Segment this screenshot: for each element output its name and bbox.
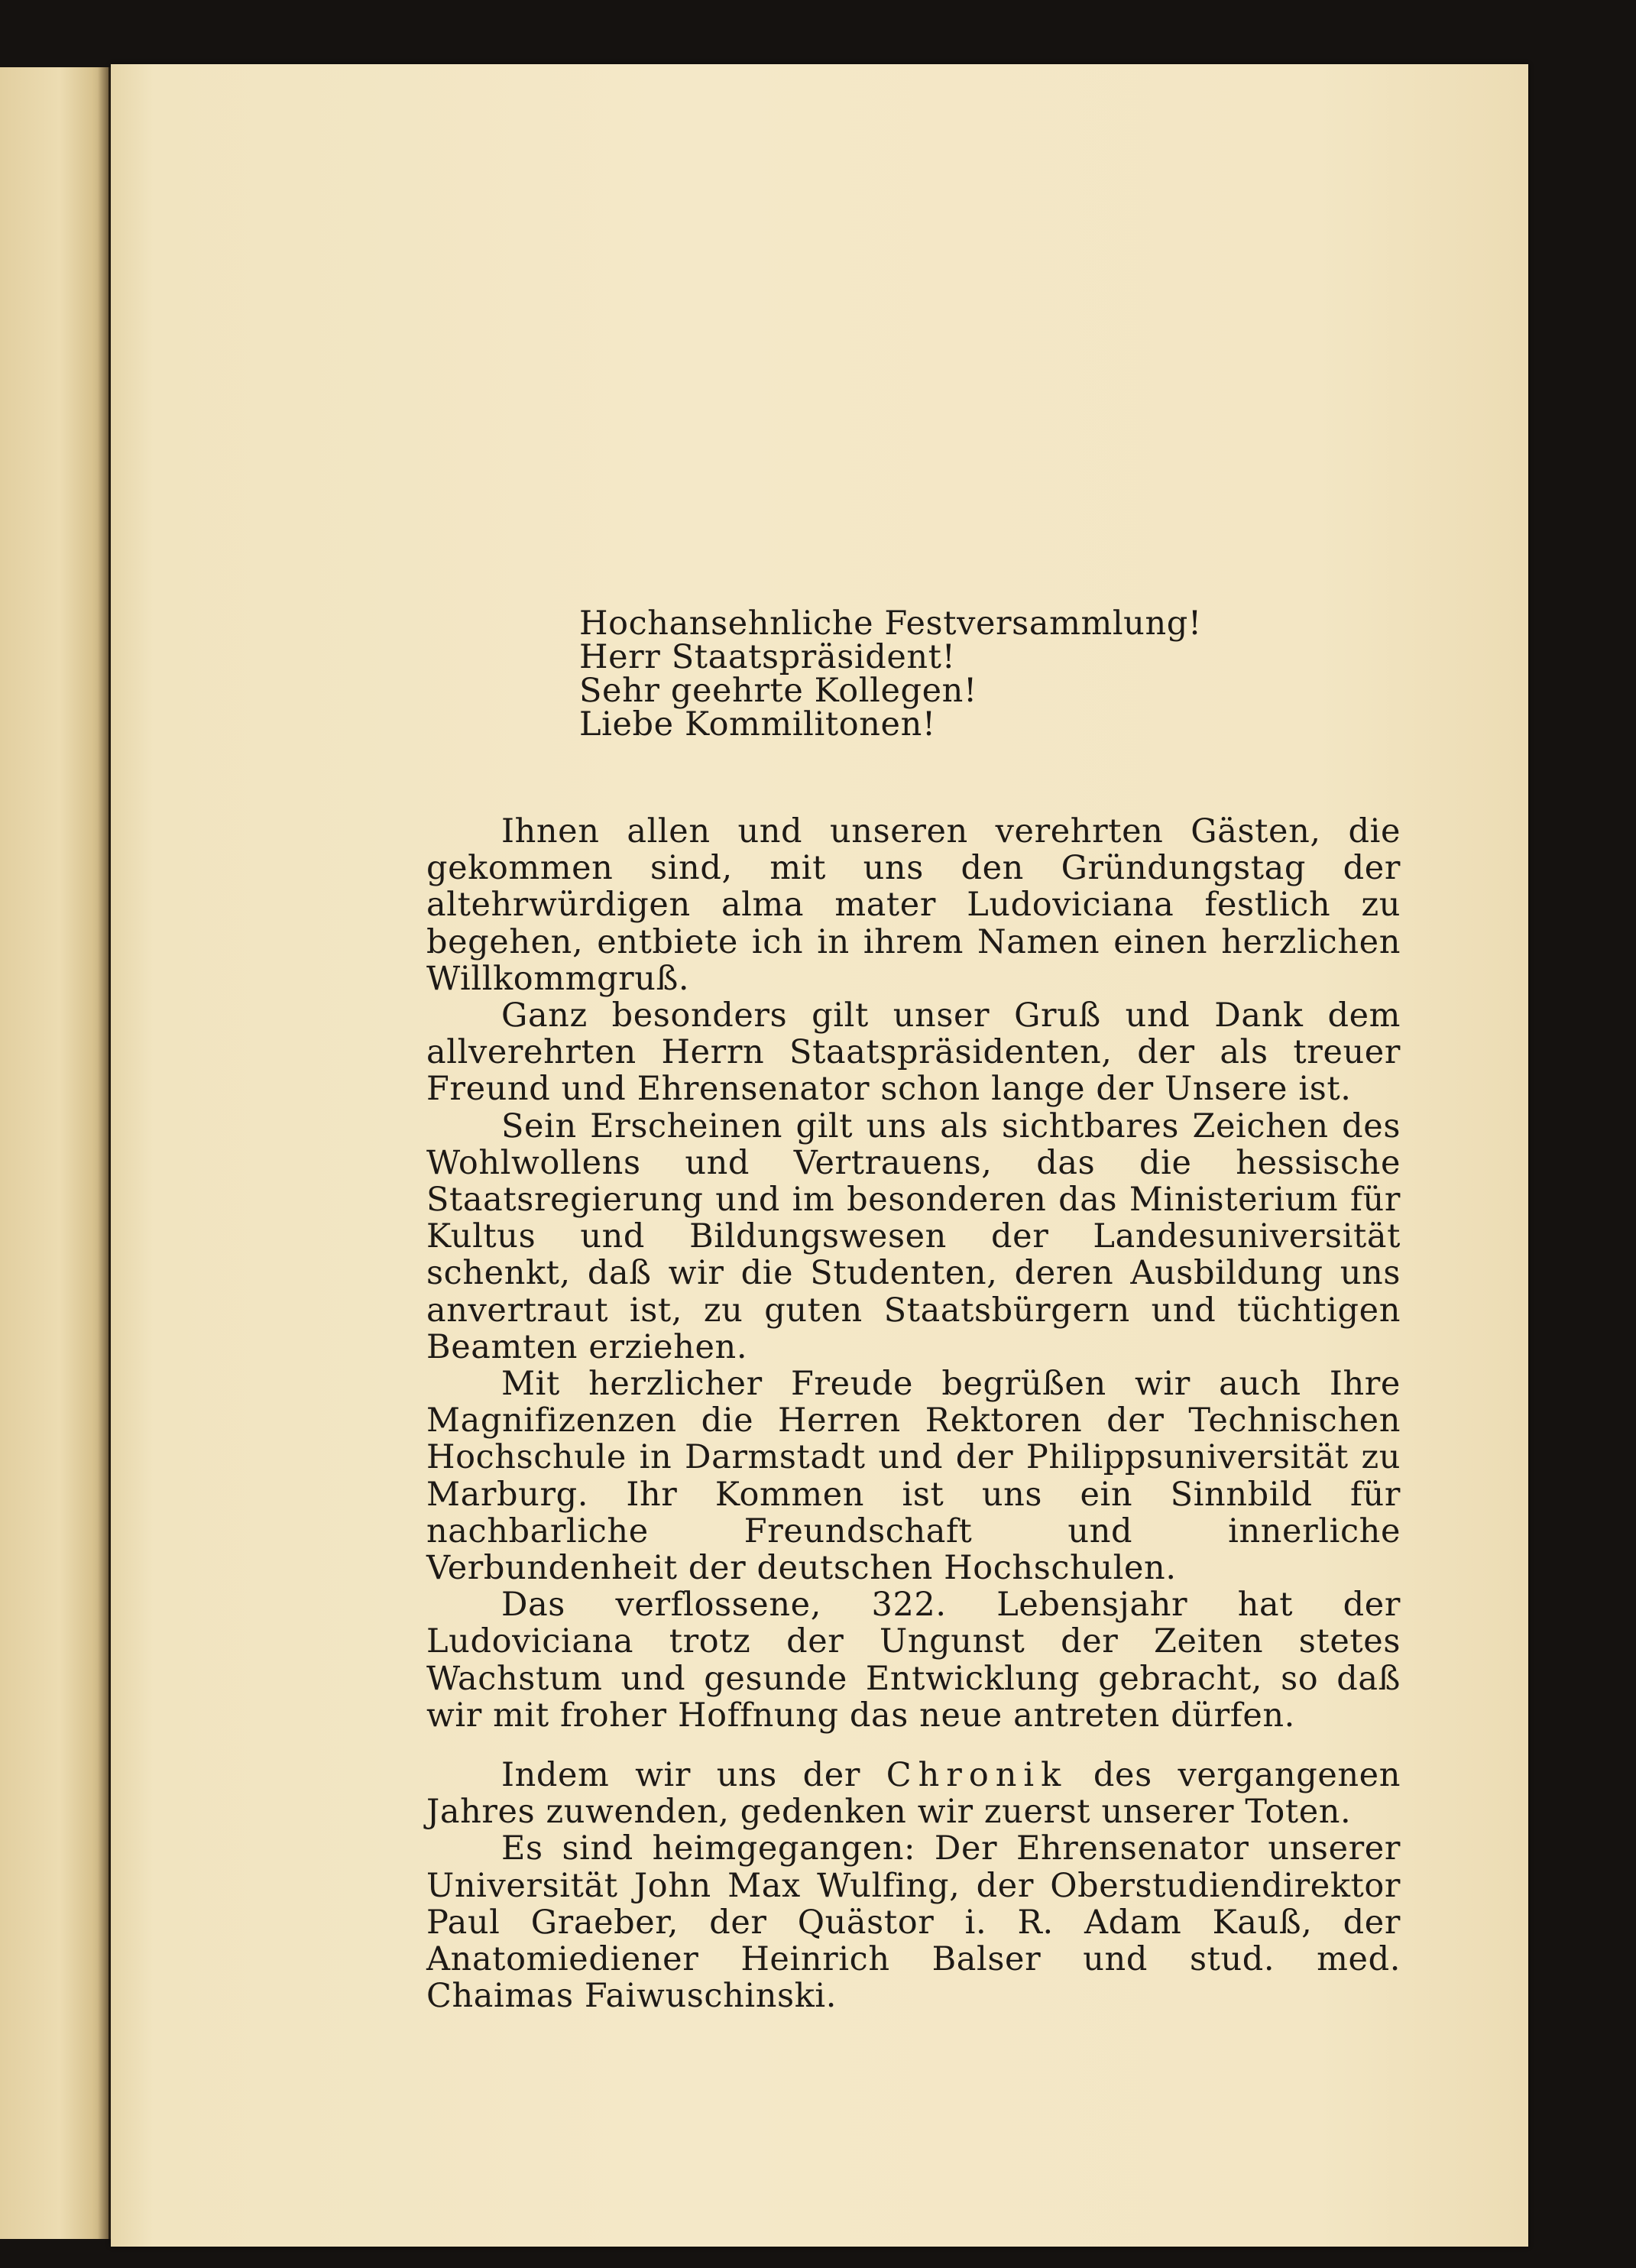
document-page	[111, 64, 1528, 2247]
salutation-line: Sehr geehrte Kollegen!	[579, 672, 977, 710]
paragraph-obituaries: Es sind heimgegangen: Der Ehrensenator unserer Universität John Max Wulfing, der Oberstudiendirektor Paul Graeber, der Quästor i. R. Adam Kauß, der Anatomiediener Heinrich Balser und stud. med. Chaimas Faiwuschinski.	[426, 1829, 1401, 2016]
salutation-block	[579, 604, 1343, 744]
paragraph-past-year: Das verflossene, 322. Lebensjahr hat der Ludoviciana trotz der Ungunst der Zeiten stetes Wachstum und gesunde Entwicklung gebracht, so daß wir mit froher Hoffnung das neue antreten dürfen.	[426, 1586, 1401, 1735]
chronicle-text-end: des vergangenen Jahres zuwenden, gedenken wir zuerst unserer Toten.	[426, 1756, 1401, 1832]
chronicle-spaced-word: Chronik	[886, 1756, 1068, 1795]
paragraph-rectors: Mit herzlicher Freude begrüßen wir auch Ihre Magnifizenzen die Herren Rektoren der Technischen Hochschule in Darmstadt und der Philippsuniversität zu Marburg. Ihr Kommen ist uns ein Sinnbild für nachbarliche Freundschaft und innerliche Verbundenheit der deutschen Hochschulen.	[426, 1365, 1401, 1588]
paragraph-welcome: Ihnen allen und unseren verehrten Gästen, die gekommen sind, mit uns den Gründungstag der altehrwürdigen alma mater Ludoviciana festlich zu begehen, entbiete ich in ihrem Namen einen herzlichen Willkommgruß.	[426, 812, 1401, 998]
salutation-line: Hochansehnliche Festversammlung!	[579, 604, 1202, 643]
paragraph-greeting-president: Ganz besonders gilt unser Gruß und Dank dem allverehrten Herrn Staatspräsidenten, der als treuer Freund und Ehrensenator schon lange der Unsere ist.	[426, 996, 1401, 1109]
paragraph-chronicle	[426, 1757, 1401, 1830]
salutation-line: Herr Staatspräsident!	[579, 638, 956, 676]
body-text	[426, 813, 1401, 2015]
chronicle-text-start: Indem wir uns der	[501, 1756, 886, 1795]
salutation-line: Liebe Kommilitonen!	[579, 705, 936, 744]
facing-page-edge	[0, 67, 109, 2239]
paragraph-goodwill: Sein Erscheinen gilt uns als sichtbares Zeichen des Wohlwollens und Vertrauens, das die hessische Staatsregierung und im besonderen das Ministerium für Kultus und Bildungswesen der Landesuniversität schenkt, daß wir die Studenten, deren Ausbildung uns anvertraut ist, zu guten Staatsbürgern und tüchtigen Beamten erziehen.	[426, 1106, 1401, 1366]
